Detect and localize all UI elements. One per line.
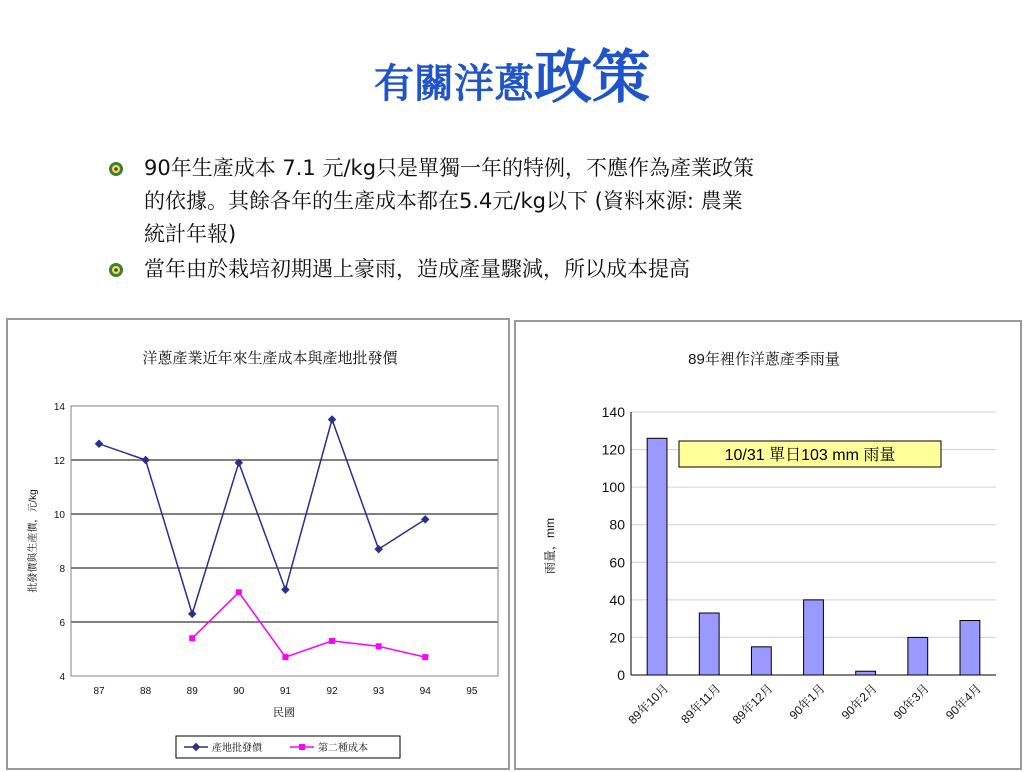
bar-chart-y-tick-label: 60 — [609, 554, 625, 571]
bar-chart-x-tick-label: 90年1月 — [786, 681, 828, 723]
line-chart-y-tick-label: 6 — [59, 618, 65, 629]
price-series-line — [99, 420, 425, 614]
line-chart-y-tick-label: 12 — [53, 456, 65, 467]
cost-data-point — [282, 654, 288, 660]
bar-chart-y-tick-label: 100 — [601, 479, 625, 496]
rainfall-bar — [804, 600, 824, 675]
bar-chart-x-ticks — [625, 681, 984, 727]
line-chart-x-tick-label: 94 — [419, 686, 431, 697]
price-data-point — [95, 440, 103, 448]
rainfall-bar — [908, 637, 928, 675]
legend-cost-label: 第二種成本 — [318, 743, 368, 754]
bar-chart-x-tick-label: 90年2月 — [838, 681, 880, 723]
flower-bullet-icon — [108, 161, 124, 177]
price-data-point — [328, 415, 336, 423]
bar-chart-x-tick-label: 89年10月 — [625, 681, 672, 727]
line-chart-y-tick-label: 14 — [53, 402, 65, 413]
bullet-item-2 — [108, 253, 968, 286]
bar-chart — [516, 322, 1020, 768]
price-data-point — [421, 515, 429, 523]
slide-title — [0, 30, 1024, 114]
price-data-point — [281, 585, 289, 593]
line-chart-x-ticks — [93, 686, 477, 697]
line-chart-x-tick-label: 93 — [373, 686, 385, 697]
rainfall-bar — [960, 621, 980, 675]
bar-chart-panel — [514, 320, 1022, 770]
legend-price-label: 產地批發價 — [212, 743, 262, 754]
line-chart-x-tick-label: 89 — [186, 686, 198, 697]
bar-chart-x-tick-label: 89年12月 — [729, 681, 776, 727]
line-chart-series — [95, 415, 430, 660]
line-chart-x-tick-label: 87 — [93, 686, 105, 697]
rainfall-bar — [699, 613, 719, 675]
line-chart-y-ticks — [54, 402, 66, 683]
bar-chart-x-tick-label: 90年3月 — [890, 681, 932, 723]
bar-chart-y-axis-label: 雨量，mm — [543, 518, 557, 574]
bullet-list — [108, 152, 968, 288]
rainfall-annotation-text: 10/31 單日103 mm 雨量 — [724, 447, 896, 464]
cost-data-point — [376, 643, 382, 649]
rainfall-bar — [856, 671, 876, 675]
line-chart-panel — [6, 318, 510, 770]
bar-chart-y-tick-label: 0 — [617, 667, 625, 683]
line-chart-title: 洋蔥產業近年來生產成本與產地批發價 — [142, 350, 398, 367]
cost-series-line — [192, 592, 425, 657]
bullet-1-line-3: 統計年報) — [144, 222, 237, 246]
bullet-1-line-2: 的依據。其餘各年的生產成本都在5.4元/kg以下 (資料來源: 農業 — [144, 189, 743, 213]
bar-chart-x-tick-label: 90年4月 — [943, 681, 985, 723]
price-data-point — [374, 545, 382, 553]
bar-chart-y-tick-label: 120 — [601, 441, 625, 458]
bullet-item-1 — [108, 152, 968, 251]
line-chart-y-tick-label: 10 — [53, 510, 65, 521]
cost-data-point — [329, 638, 335, 644]
price-data-point — [188, 610, 196, 618]
line-chart-plot-frame — [71, 406, 498, 676]
line-chart-x-tick-label: 90 — [233, 686, 245, 697]
bar-chart-y-tick-label: 140 — [601, 404, 625, 420]
bar-chart-y-tick-label: 20 — [609, 629, 625, 646]
bar-chart-title: 89年裡作洋蔥產季雨量 — [688, 351, 840, 368]
line-chart-x-tick-label: 95 — [466, 686, 478, 697]
bullet-1-line-1: 90年生產成本 7.1 元/kg只是單獨一年的特例，不應作為產業政策 — [144, 156, 755, 180]
bar-chart-bars — [647, 438, 980, 675]
line-chart-x-tick-label: 92 — [326, 686, 338, 697]
line-chart-gridlines — [71, 406, 498, 676]
bullet-2-line-1: 當年由於栽培初期遇上豪雨，造成產量驟減，所以成本提高 — [144, 257, 690, 281]
line-chart-x-tick-label: 91 — [279, 686, 291, 697]
title-part2: 政策 — [533, 43, 650, 111]
line-chart — [8, 320, 508, 768]
line-chart-y-axis-label: 批發價與生產價，元/kg — [28, 489, 39, 593]
rainfall-bar — [751, 647, 771, 675]
line-chart-y-tick-label: 4 — [59, 672, 65, 683]
cost-data-point — [189, 635, 195, 641]
line-chart-y-tick-label: 8 — [59, 564, 65, 575]
flower-bullet-icon — [108, 262, 124, 278]
title-part1: 有關洋蔥 — [373, 60, 534, 107]
line-chart-x-tick-label: 88 — [140, 686, 152, 697]
bar-chart-x-tick-label: 89年11月 — [678, 681, 724, 727]
price-data-point — [141, 456, 149, 464]
rainfall-bar — [647, 438, 667, 675]
line-chart-legend — [176, 736, 400, 758]
cost-data-point — [422, 654, 428, 660]
cost-data-point — [236, 589, 242, 595]
bar-chart-annotation — [679, 441, 941, 467]
bar-chart-y-tick-label: 40 — [609, 591, 625, 608]
bar-chart-y-tick-label: 80 — [609, 516, 625, 533]
bar-chart-y-ticks — [602, 404, 626, 683]
line-chart-x-axis-label: 民國 — [273, 707, 295, 719]
